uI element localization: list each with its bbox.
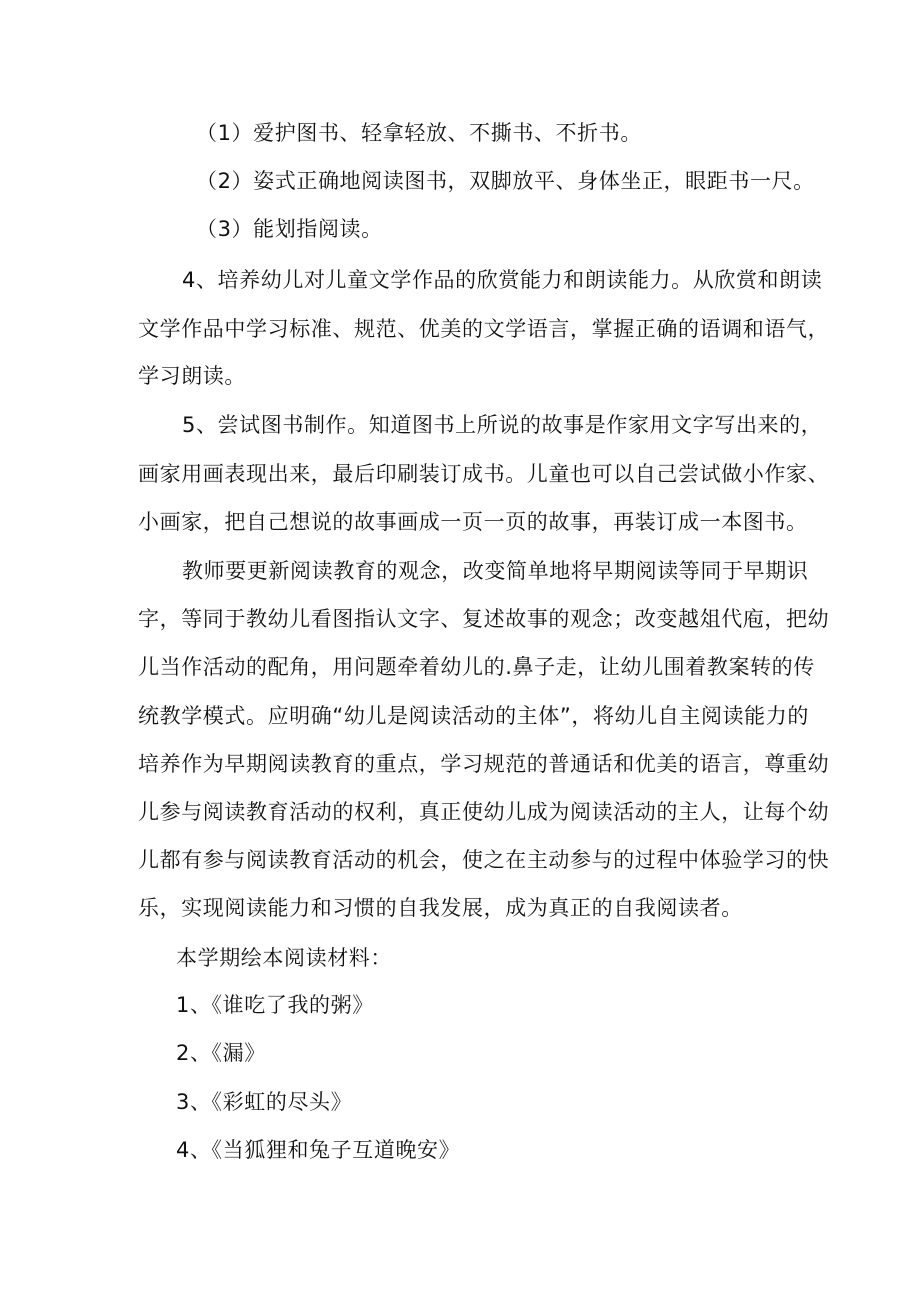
item5-line-1: 5、尝试图书制作。知道图书上所说的故事是作家用文字写出来的， <box>182 413 823 437</box>
requirement-1: （1）爱护图书、轻拿轻放、不撕书、不折书。 <box>196 121 642 145</box>
teacher-line-2: 字，等同于教幼儿看图指认文字、复述故事的观念；改变越俎代庖，把幼 <box>138 607 830 631</box>
teacher-line-6: 儿参与阅读教育活动的权利，真正使幼儿成为阅读活动的主人，让每个幼 <box>138 800 830 824</box>
requirement-2: （2）姿式正确地阅读图书，双脚放平、身体坐正，眼距书一尺。 <box>196 169 815 193</box>
material-item-4: 4、《当狐狸和兔子互道晚安》 <box>176 1138 461 1162</box>
teacher-line-4: 统教学模式。应明确“幼儿是阅读活动的主体”，将幼儿自主阅读能力的 <box>138 704 809 728</box>
item4-line-3: 学习朗读。 <box>138 364 246 388</box>
item4-line-1: 4、培养幼儿对儿童文学作品的欣赏能力和朗读能力。从欣赏和朗读 <box>182 268 823 292</box>
materials-heading: 本学期绘本阅读材料： <box>176 946 392 970</box>
item5-line-3: 小画家，把自己想说的故事画成一页一页的故事，再装订成一本图书。 <box>138 510 808 534</box>
teacher-line-7: 儿都有参与阅读教育活动的机会，使之在主动参与的过程中体验学习的快 <box>138 848 830 872</box>
teacher-line-5: 培养作为早期阅读教育的重点，学习规范的普通话和优美的语言，尊重幼 <box>138 752 830 776</box>
item5-line-2: 画家用画表现出来，最后印刷装订成书。儿童也可以自己尝试做小作家、 <box>138 462 830 486</box>
material-item-2: 2、《漏》 <box>176 1041 266 1065</box>
teacher-line-1: 教师要更新阅读教育的观念，改变简单地将早期阅读等同于早期识 <box>182 559 809 583</box>
material-item-1: 1、《谁吃了我的粥》 <box>176 993 374 1017</box>
item4-line-2: 文学作品中学习标准、规范、优美的文学语言，掌握正确的语调和语气， <box>138 317 830 341</box>
teacher-line-3: 儿当作活动的配角，用问题牵着幼儿的.鼻子走，让幼儿围着教案转的传 <box>138 655 815 679</box>
material-item-3: 3、《彩虹的尽头》 <box>176 1090 353 1114</box>
teacher-line-8: 乐，实现阅读能力和习惯的自我发展，成为真正的自我阅读者。 <box>138 896 743 920</box>
requirement-3: （3）能划指阅读。 <box>196 217 383 241</box>
